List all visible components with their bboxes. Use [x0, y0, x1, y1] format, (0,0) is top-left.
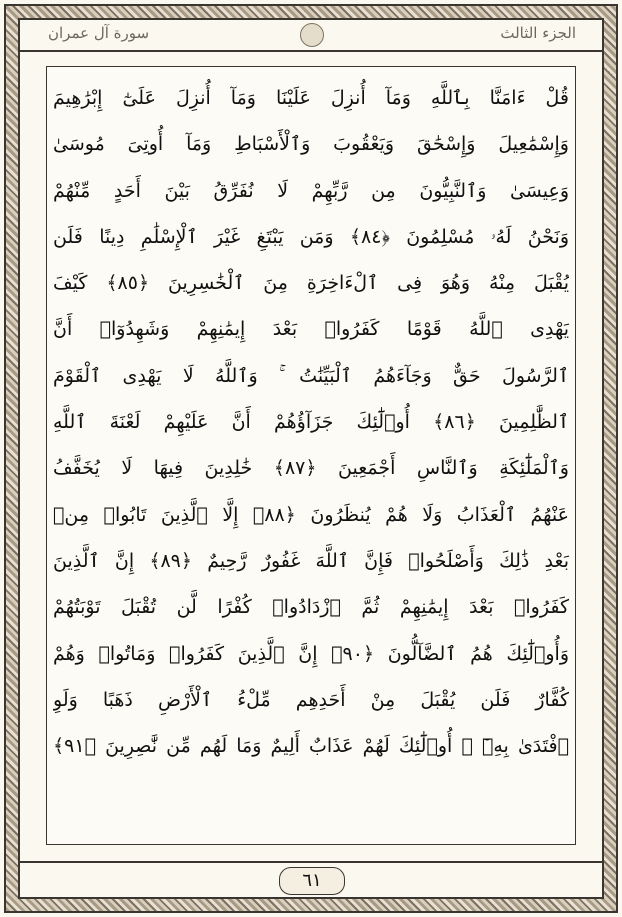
text-line: ٱلرَّسُولَ حَقٌّ وَجَآءَهُمُ ٱلْبَيِّنَٰتُ ۚ وَٱللَّهُ لَا يَهْدِى ٱلْقَوْمَ: [53, 364, 569, 387]
juz-label: الجزء الثالث: [500, 24, 576, 42]
surah-label: سورة آل عمران: [48, 24, 150, 42]
text-line: وَإِسْمَٰعِيلَ وَإِسْحَٰقَ وَيَعْقُوبَ وَٱلْأَسْبَاطِ وَمَآ أُوتِىَ مُوسَىٰ: [53, 133, 569, 156]
text-line: ٱلظَّٰلِمِينَ ﴿٨٦﴾ أُو۟لَٰٓئِكَ جَزَآؤُهُمْ أَنَّ عَلَيْهِمْ لَعْنَةَ ٱللَّهِ: [53, 411, 569, 434]
text-line: وَٱلْمَلَٰٓئِكَةِ وَٱلنَّاسِ أَجْمَعِينَ ﴿٨٧﴾ خَٰلِدِينَ فِيهَا لَا يُخَفَّفُ: [53, 457, 569, 480]
page-number: ٦١: [279, 867, 345, 895]
header-rosette-ornament: [300, 23, 324, 47]
text-line: ٱفْتَدَىٰ بِهِۦٓ ۗ أُو۟لَٰٓئِكَ لَهُمْ عَذَابٌ أَلِيمٌ وَمَا لَهُم مِّن نَّٰصِرِينَ ﴿٩١﴾: [53, 735, 569, 758]
text-line: كَفَرُوا۟ بَعْدَ إِيمَٰنِهِمْ ثُمَّ ٱزْدَادُوا۟ كُفْرًا لَّن تُقْبَلَ تَوْبَتُهُمْ: [53, 596, 569, 619]
text-line: يَهْدِى ٱللَّهُ قَوْمًا كَفَرُوا۟ بَعْدَ إِيمَٰنِهِمْ وَشَهِدُوٓا۟ أَنَّ: [53, 318, 569, 341]
text-line: وَنَحْنُ لَهُۥ مُسْلِمُونَ ﴿٨٤﴾ وَمَن يَبْتَغِ غَيْرَ ٱلْإِسْلَٰمِ دِينًا فَلَن: [53, 225, 569, 248]
quran-text-block: [46, 66, 576, 845]
text-line: وَعِيسَىٰ وَٱلنَّبِيُّونَ مِن رَّبِّهِمْ لَا نُفَرِّقُ بَيْنَ أَحَدٍ مِّنْهُمْ: [53, 179, 569, 202]
page-header: [20, 20, 602, 52]
text-line: كُفَّارٌ فَلَن يُقْبَلَ مِنْ أَحَدِهِم مِّلْءُ ٱلْأَرْضِ ذَهَبًا وَلَوِ: [53, 688, 569, 711]
text-line: عَنْهُمُ ٱلْعَذَابُ وَلَا هُمْ يُنظَرُونَ ﴿٨٨﴾ إِلَّا ٱلَّذِينَ تَابُوا۟ مِنۢ: [53, 503, 569, 526]
page-footer: [20, 861, 602, 897]
text-line: بَعْدِ ذَٰلِكَ وَأَصْلَحُوا۟ فَإِنَّ ٱللَّهَ غَفُورٌ رَّحِيمٌ ﴿٨٩﴾ إِنَّ ٱلَّذِينَ: [53, 549, 569, 572]
text-line: وَأُو۟لَٰٓئِكَ هُمُ ٱلضَّآلُّونَ ﴿٩٠﴾ إِنَّ ٱلَّذِينَ كَفَرُوا۟ وَمَاتُوا۟ وَهُمْ: [53, 642, 569, 665]
text-line: يُقْبَلَ مِنْهُ وَهُوَ فِى ٱلْءَاخِرَةِ مِنَ ٱلْخَٰسِرِينَ ﴿٨٥﴾ كَيْفَ: [53, 272, 569, 295]
text-line: قُلْ ءَامَنَّا بِٱللَّهِ وَمَآ أُنزِلَ عَلَيْنَا وَمَآ أُنزِلَ عَلَىٰٓ إِبْرَٰهِيمَ: [53, 87, 569, 109]
